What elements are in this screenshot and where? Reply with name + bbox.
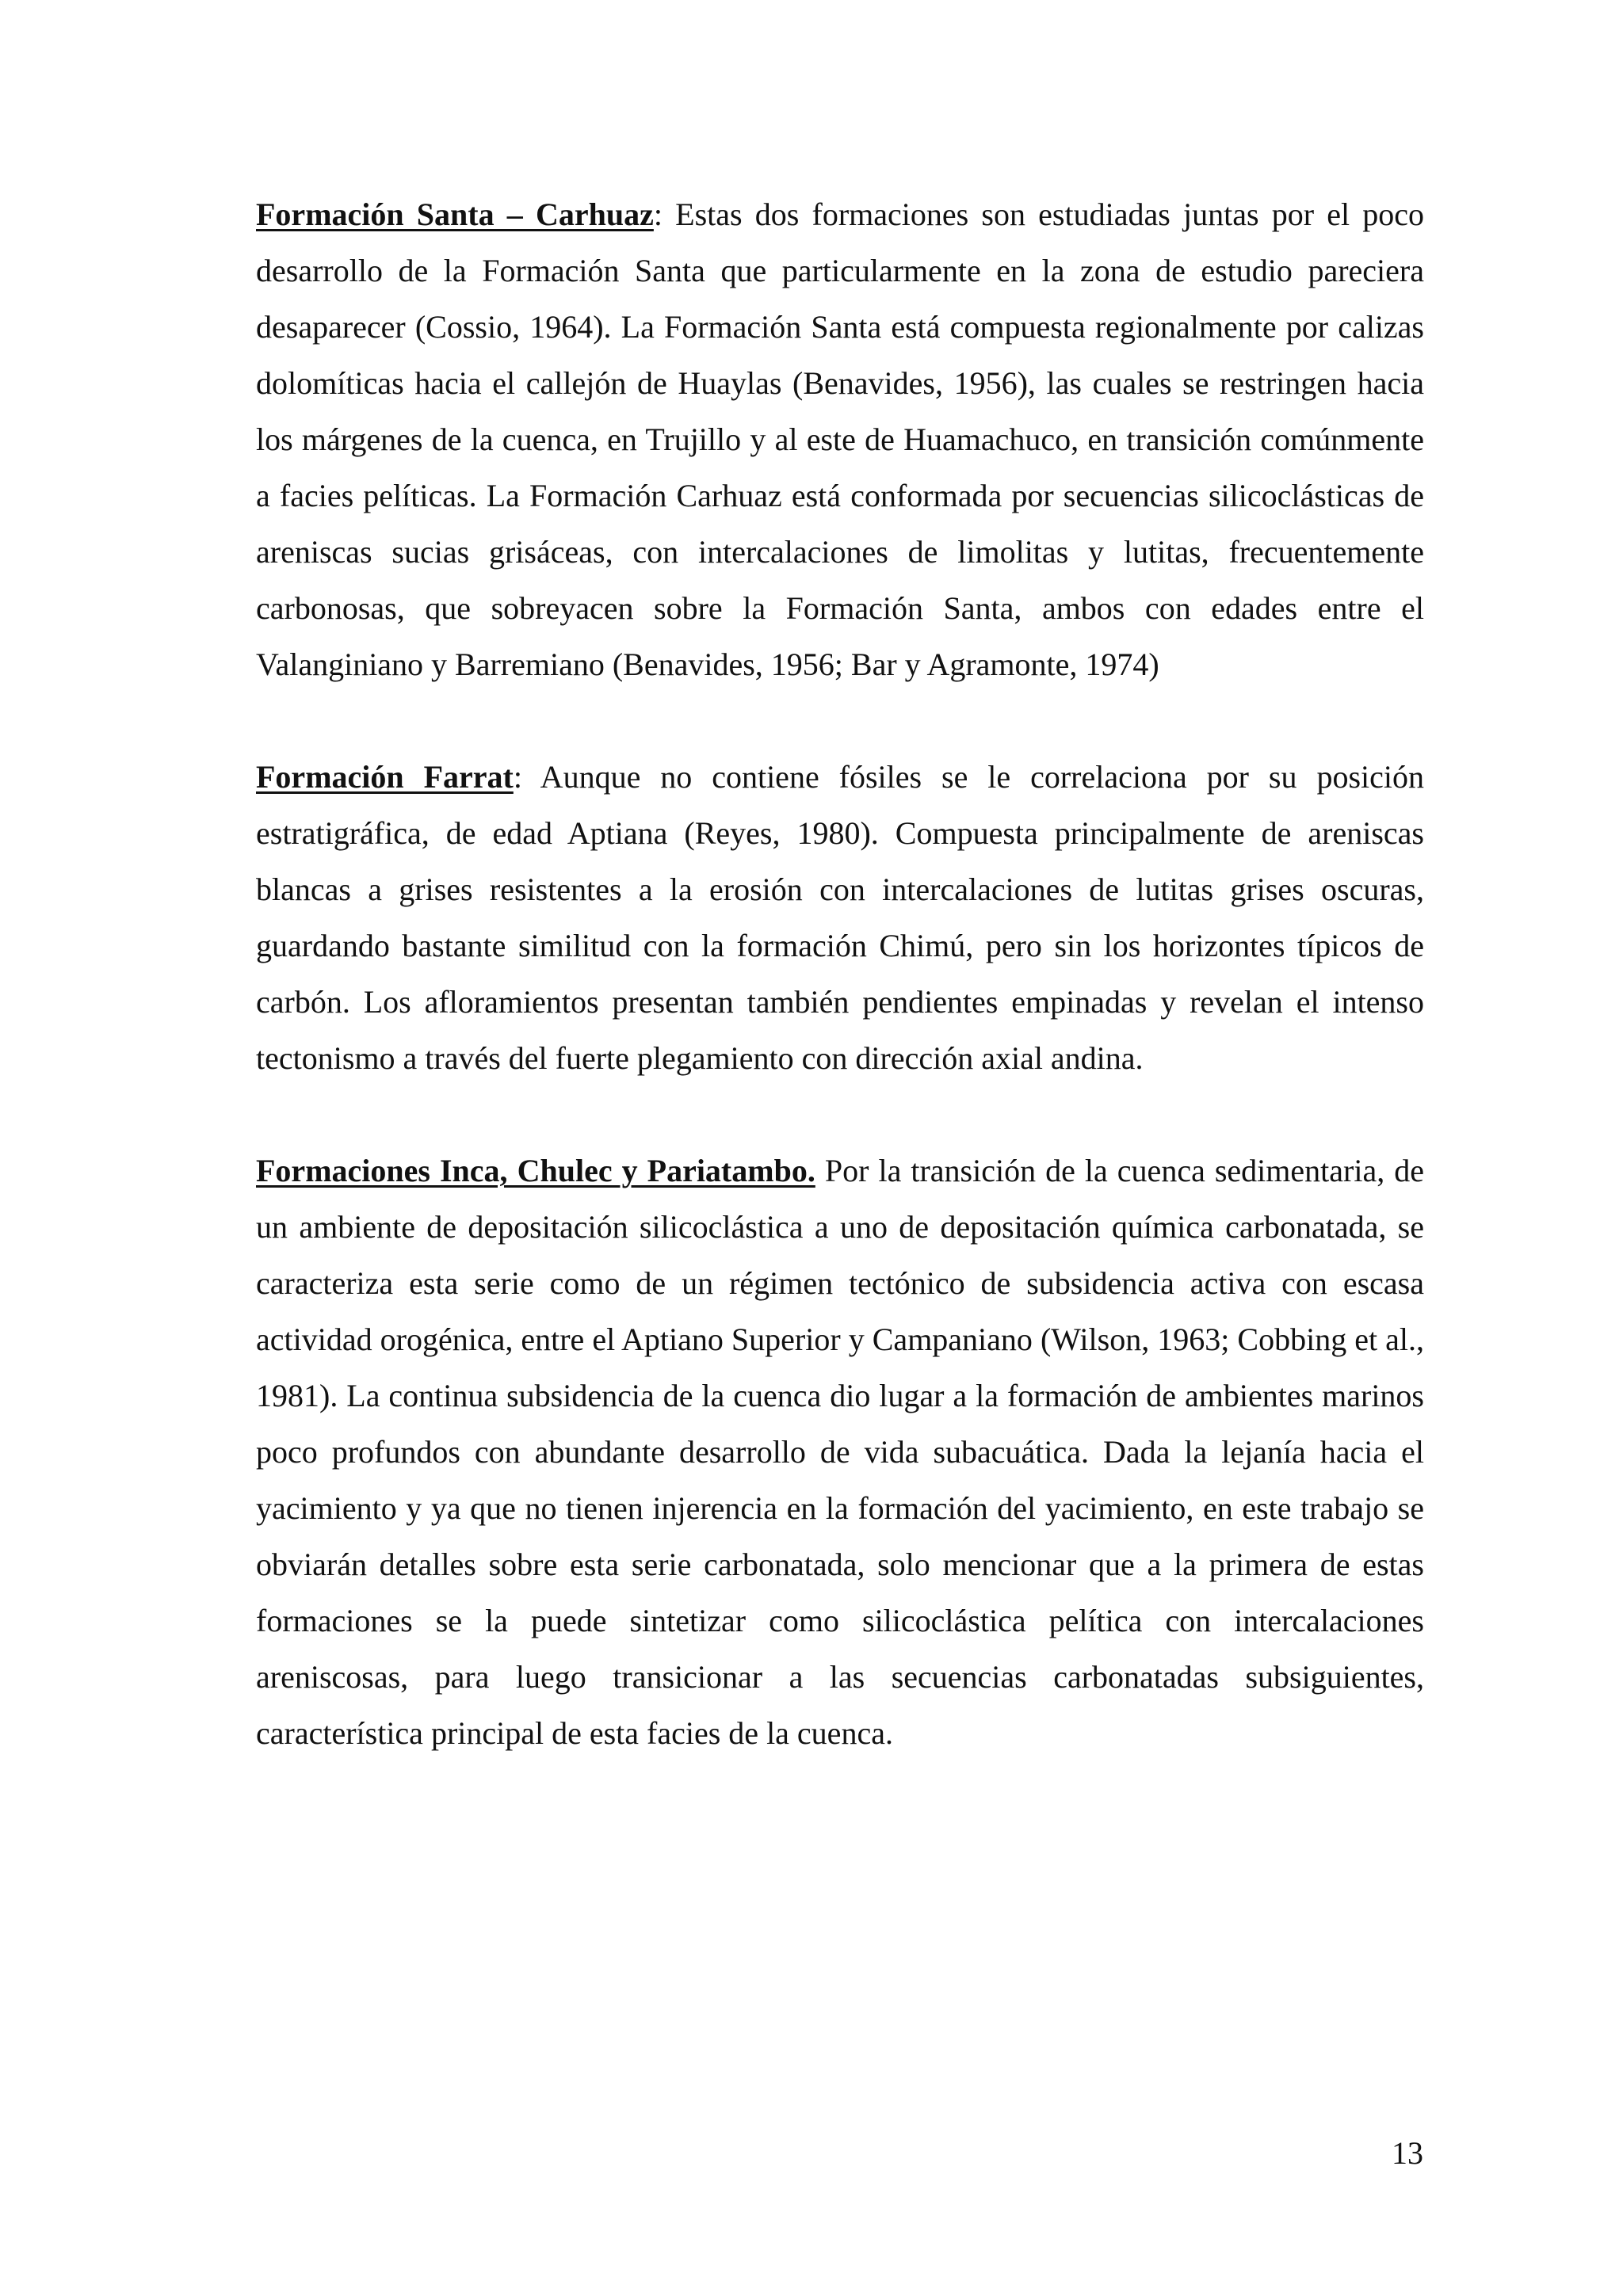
page-number: 13 <box>1392 2135 1423 2171</box>
paragraph-text-santa-carhuaz: : Estas dos formaciones son estudiadas juntas por el poco desarrollo de la Formación Santa que particularmente en la zona de estudio pareciera desaparecer (Cossio, 1964). La Formación Santa está compuesta regionalmente por calizas dolomíticas hacia el callejón de Huaylas (Benavides, 1956), las cuales se restringen hacia los márgenes de la cuenca, en Trujillo y al este de Huamachuco, en transición comúnmente a facies pelíticas. La Formación Carhuaz está conformada por secuencias silicoclásticas de areniscas sucias grisáceas, con intercalaciones de limolitas y lutitas, frecuentemente carbonosas, que sobreyacen sobre la Formación Santa, ambos con edades entre el Valanginiano y Barremiano (Benavides, 1956; Bar y Agramonte, 1974) <box>256 196 1424 682</box>
paragraph-inca-chulec-pariatambo <box>256 1142 1424 1761</box>
section-heading-santa-carhuaz: Formación Santa – Carhuaz <box>256 196 654 232</box>
paragraph-text-farrat: : Aunque no contiene fósiles se le correlaciona por su posición estratigráfica, de edad Aptiana (Reyes, 1980). Compuesta principalmente de areniscas blancas a grises resistentes a la erosión con intercalaciones de lutitas grises oscuras, guardando bastante similitud con la formación Chimú, pero sin los horizontes típicos de carbón. Los afloramientos presentan también pendientes empinadas y revelan el intenso tectonismo a través del fuerte plegamiento con dirección axial andina. <box>256 759 1424 1076</box>
paragraph-text-inca-chulec-pariatambo: Por la transición de la cuenca sedimentaria, de un ambiente de depositación silicoclástica a uno de depositación química carbonatada, se caracteriza esta serie como de un régimen tectónico de subsidencia activa con escasa actividad orogénica, entre el Aptiano Superior y Campaniano (Wilson, 1963; Cobbing et al., 1981). La continua subsidencia de la cuenca dio lugar a la formación de ambientes marinos poco profundos con abundante desarrollo de vida subacuática. Dada la lejanía hacia el yacimiento y ya que no tienen injerencia en la formación del yacimiento, en este trabajo se obviarán detalles sobre esta serie carbonatada, solo mencionar que a la primera de estas formaciones se la puede sintetizar como silicoclástica pelítica con intercalaciones areniscosas, para luego transicionar a las secuencias carbonatadas subsiguientes, característica principal de esta facies de la cuenca. <box>256 1153 1424 1751</box>
section-heading-inca-chulec-pariatambo: Formaciones Inca, Chulec y Pariatambo. <box>256 1153 815 1188</box>
section-heading-farrat: Formación Farrat <box>256 759 514 795</box>
paragraph-farrat <box>256 749 1424 1086</box>
paragraph-santa-carhuaz <box>256 186 1424 692</box>
document-body <box>256 186 1424 1761</box>
